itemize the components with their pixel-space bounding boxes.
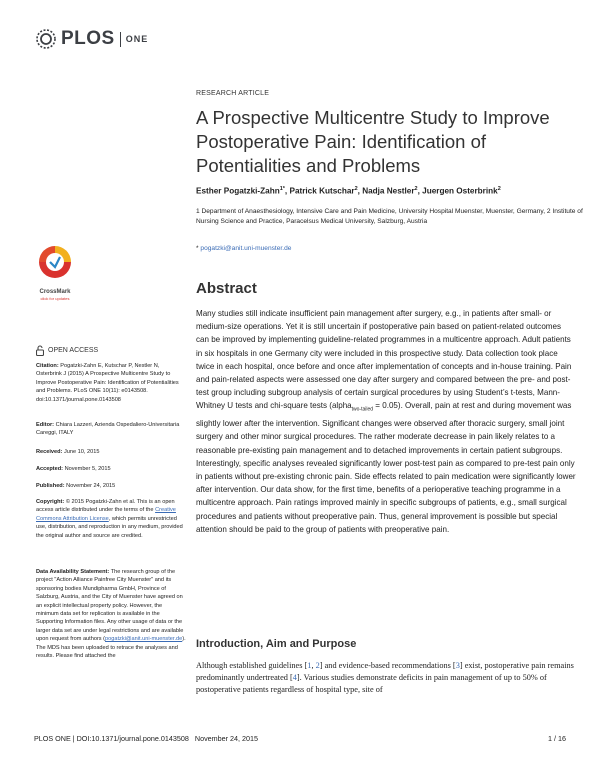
author-name[interactable]: Patrick Kutschar <box>289 186 355 196</box>
accepted-label: Accepted: <box>36 466 64 472</box>
author-affil-marker: 2 <box>497 186 501 192</box>
corresponding-email <box>196 245 291 252</box>
reference-link[interactable]: 2 <box>315 661 320 670</box>
citation-label: Citation: <box>36 363 59 369</box>
received-block <box>36 448 186 456</box>
published-date: November 24, 2015 <box>64 483 116 489</box>
data-availability-block <box>36 568 186 660</box>
intro-text-part: , <box>311 661 316 670</box>
logo-divider <box>120 32 121 47</box>
author-name[interactable]: Esther Pogatzki-Zahn <box>196 186 280 196</box>
accepted-date: November 5, 2015 <box>63 466 111 472</box>
editor-text: Chiara Lazzeri, Azienda Ospedaliero-Universitaria Careggi, ITALY <box>36 422 180 437</box>
email-marker: * <box>196 245 199 252</box>
alpha-subscript: two-tailed <box>351 407 374 414</box>
author-affil-marker: 1* <box>279 186 285 192</box>
citation-block <box>36 362 186 404</box>
intro-text-part: Although established guidelines [ <box>196 661 308 670</box>
article-type: RESEARCH ARTICLE <box>196 90 270 97</box>
author-name[interactable]: Juergen Osterbrink <box>422 186 498 196</box>
author-name[interactable]: Nadja Nestler <box>362 186 415 196</box>
copyright-block <box>36 498 186 540</box>
reference-link[interactable]: 4 <box>292 673 297 683</box>
copyright-text: © 2015 Pogatzki-Zahn et al. This is an open access article distributed under the terms of the <box>36 499 175 514</box>
abstract-heading: Abstract <box>196 280 257 297</box>
affiliations: 1 Department of Anaesthesiology, Intensive Care and Pain Medicine, University Hospital Muenster, Muenster, Germany, 2 Institute of Nursing Science and Practice, Paracelsus Medical University, Salzburg, Austria <box>196 208 583 225</box>
intro-text-part: ]. Various studies demonstrate deficits in pain management of up to 50% of postoperative patients regardless of hospital type, site of <box>196 673 547 695</box>
abstract-text <box>196 307 576 536</box>
accepted-block <box>36 465 186 473</box>
page-number: 1 / 16 <box>548 734 566 743</box>
data-email-link[interactable]: pogatzki@anit.uni-muenster.de <box>105 636 183 643</box>
open-lock-icon <box>36 345 44 356</box>
introduction-heading: Introduction, Aim and Purpose <box>196 638 357 650</box>
crossmark-label: CrossMark <box>39 289 71 295</box>
editor-label: Editor: <box>36 422 55 428</box>
plos-logo-icon <box>34 27 58 51</box>
open-access-label: OPEN ACCESS <box>48 347 99 354</box>
copyright-text: , which permits unrestricted use, distribution, and reproduction in any medium, provided the original author and source are credited. <box>36 515 183 539</box>
author-affil-marker: 2 <box>414 186 418 192</box>
intro-text-part: ] and evidence-based recommendations [ <box>319 661 456 670</box>
published-label: Published: <box>36 483 65 489</box>
crossmark-sublabel: click for updates <box>40 296 70 301</box>
crossmark-icon <box>36 244 74 284</box>
intro-text-part: ] exist, postoperative pain remains predominantly undertreated [ <box>196 661 574 683</box>
author-list: Esther Pogatzki-Zahn$^{1*}$, Patrick Kutschar$^2$, Nadja Nestler$^2$, Juergen Osterbrink$^2$ <box>196 186 501 196</box>
abstract-text-part: = 0.05). Overall, pain at rest and during movement was slightly lower after the intervention. Significant changes were observed after thoracic surgery, small joint surgery and other minor surgical procedures. The rather moderate decrease in pain likely relates to a reasonable pre-existing pain management and to detached improvements in certain patient subgroups. Interestingly, specific analyses revealed significantly lower post-test pain as compared to pre-test pain only in patients without pre-existing chronic pain. Side effects related to pain medication were significantly lower after intervention. Our data show, for the first time, benefits of a perioperative teaching programme in a multicentre approach. Pain ratings improved mainly in specific subgroups of patients, e.g., small surgical procedures and patients without preoperative pain. Thus, general improvement is possible but special attention should be paid to the group of patients with preoperative pain. <box>196 401 576 534</box>
page-footer <box>34 734 566 743</box>
copyright-label: Copyright: <box>36 499 65 505</box>
data-availability-text: The research group of the project "Action Alliance Painfree City Muenster" and its sponsoring bodies Mundipharma GmbH, Province of Salzburg, Austria, and the City of Muenster have agreed on an explicit intellectual property policy. However, the minimum data set for replication is available in the Supporting Information files. Any other usage of data or the larger data set are under legal restrictions and are available upon request from authors ( <box>36 569 184 643</box>
received-date: June 10, 2015 <box>62 449 100 455</box>
abstract-text-part: Many studies still indicate insufficient pain management after surgery, e.g., in patients after small- or medium-size operations. Yet it is still uncertain if postoperative pain based on patient-related outcomes can be improved by implementing guideline-related programmes in a multicentre approach. Adult patients in six hospitals in one Germany city were included in this prospective study. Data collection took place twice in each hospital, once before and once after implementation of concepts and in-house training. Pain and pain-related aspects were assessed one day after surgery and compared between the pre- and post-test group including subgroup analysis of certain surgical procedures by using Student’s t-tests, Mann-Whitney U tests and chi-square tests (alpha <box>196 309 572 411</box>
brand-name: PLOS <box>61 28 115 49</box>
author-affil-marker: 2 <box>354 186 358 192</box>
license-link[interactable]: Creative Commons Attribution License <box>36 507 176 522</box>
citation-text: Pogatzki-Zahn E, Kutschar P, Nestler N, Osterbrink J (2015) A Prospective Multicentre Study to Improve Postoperative Pain: Identification of Potentialities and Problems. PLoS ONE 10(11): e0143508. doi:10.1371/journal.pone.0143508 <box>36 363 179 403</box>
editor-block <box>36 421 186 438</box>
received-label: Received: <box>36 449 63 455</box>
journal-name: ONE <box>125 34 149 44</box>
footer-citation: PLOS ONE | DOI:10.1371/journal.pone.0143508 November 24, 2015 <box>34 734 259 743</box>
crossmark-badge[interactable] <box>36 244 74 301</box>
journal-logo[interactable] <box>34 26 148 52</box>
email-link[interactable]: pogatzki@anit.uni-muenster.de <box>200 245 292 252</box>
open-access-badge <box>36 345 98 356</box>
introduction-text <box>196 660 576 697</box>
data-availability-label: Data Availability Statement: <box>36 569 110 575</box>
published-block <box>36 482 186 490</box>
reference-link[interactable]: 1 <box>307 661 312 670</box>
data-availability-text: ). The MDS has been uploaded to retrace the analyses and results. Please find attached the <box>36 636 186 660</box>
article-title: A Prospective Multicentre Study to Improve Postoperative Pain: Identification of Potentialities and Problems <box>196 107 550 176</box>
reference-link[interactable]: 3 <box>455 661 460 670</box>
